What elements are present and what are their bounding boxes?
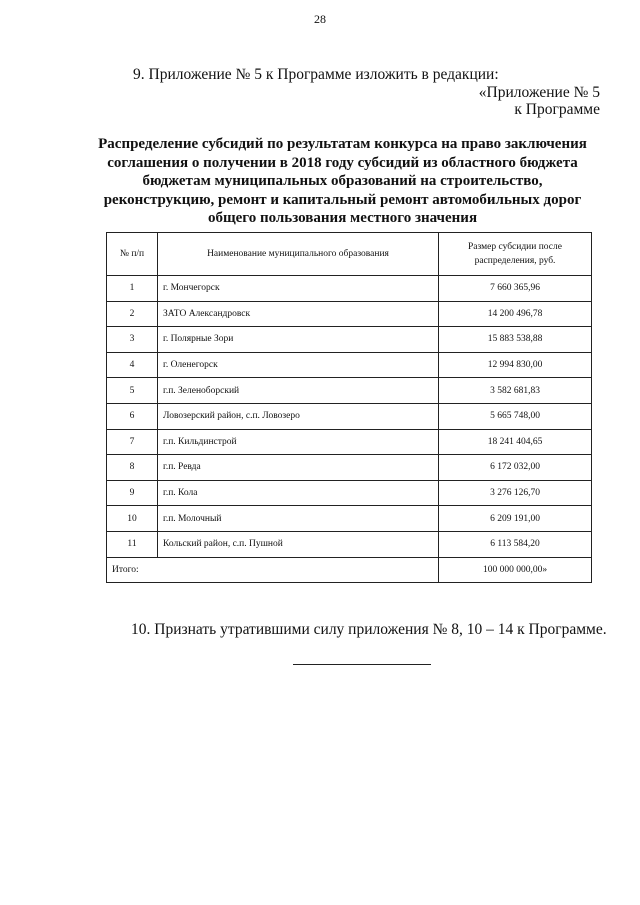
table-row xyxy=(107,480,592,506)
row-name: Кольский район, с.п. Пушной xyxy=(158,531,439,557)
row-num: 11 xyxy=(107,531,158,557)
table-row xyxy=(107,455,592,481)
document-heading xyxy=(90,135,595,228)
row-sum: 6 172 032,00 xyxy=(439,455,592,481)
row-sum: 12 994 830,00 xyxy=(439,352,592,378)
header-sum xyxy=(439,233,592,276)
row-sum: 15 883 538,88 xyxy=(439,327,592,353)
subsidy-table xyxy=(106,232,592,583)
row-sum: 6 113 584,20 xyxy=(439,531,592,557)
page-number: 28 xyxy=(314,12,326,26)
table-row xyxy=(107,429,592,455)
header-name: Наименование муниципального образования xyxy=(158,233,439,276)
heading-line: общего пользования местного значения xyxy=(207,210,478,226)
row-name: г.п. Зеленоборский xyxy=(158,378,439,404)
row-sum: 6 209 191,00 xyxy=(439,506,592,532)
closing-rule xyxy=(293,664,431,665)
row-sum: 7 660 365,96 xyxy=(439,276,592,302)
paragraph-9: 9. Приложение № 5 к Программе изложить в редакции: xyxy=(133,66,499,83)
table-row xyxy=(107,301,592,327)
table-header-row xyxy=(107,233,592,276)
row-sum: 3 276 126,70 xyxy=(439,480,592,506)
table-row xyxy=(107,403,592,429)
appendix-ref-line1: «Приложение № 5 xyxy=(478,84,600,101)
row-num: 8 xyxy=(107,455,158,481)
row-num: 7 xyxy=(107,429,158,455)
row-name: г. Полярные Зори xyxy=(158,327,439,353)
row-name: г. Оленегорск xyxy=(158,352,439,378)
table-total-row xyxy=(107,557,592,583)
row-name: г.п. Ревда xyxy=(158,455,439,481)
row-num: 10 xyxy=(107,506,158,532)
row-num: 3 xyxy=(107,327,158,353)
header-sum-line2: распределения, руб. xyxy=(474,256,556,266)
row-sum: 5 665 748,00 xyxy=(439,403,592,429)
total-label: Итого: xyxy=(107,557,439,583)
table-row xyxy=(107,378,592,404)
row-num: 9 xyxy=(107,480,158,506)
appendix-ref-line2: к Программе xyxy=(514,101,600,118)
header-num: № п/п xyxy=(107,233,158,276)
heading-line: Распределение субсидий по результатам конкурса на право заключения xyxy=(98,136,587,152)
table-row xyxy=(107,352,592,378)
row-num: 5 xyxy=(107,378,158,404)
row-num: 2 xyxy=(107,301,158,327)
row-sum: 18 241 404,65 xyxy=(439,429,592,455)
row-sum: 3 582 681,83 xyxy=(439,378,592,404)
row-name: г. Мончегорск xyxy=(158,276,439,302)
paragraph-10: 10. Признать утратившими силу приложения № 8, 10 – 14 к Программе. xyxy=(131,621,607,638)
heading-line: реконструкцию, ремонт и капитальный ремонт автомобильных дорог xyxy=(103,191,582,208)
row-name: г.п. Кильдинстрой xyxy=(158,429,439,455)
heading-line: соглашения о получении в 2018 году субсидий из областного бюджета xyxy=(107,154,578,171)
row-sum: 14 200 496,78 xyxy=(439,301,592,327)
row-name: г.п. Молочный xyxy=(158,506,439,532)
row-name: г.п. Кола xyxy=(158,480,439,506)
row-name: Ловозерский район, с.п. Ловозеро xyxy=(158,403,439,429)
table-row xyxy=(107,276,592,302)
row-num: 6 xyxy=(107,403,158,429)
table-row xyxy=(107,531,592,557)
table-row xyxy=(107,327,592,353)
row-num: 4 xyxy=(107,352,158,378)
row-name: ЗАТО Александровск xyxy=(158,301,439,327)
total-sum: 100 000 000,00» xyxy=(439,557,592,583)
row-num: 1 xyxy=(107,276,158,302)
header-sum-line1: Размер субсидии после xyxy=(468,242,562,252)
heading-line: бюджетам муниципальных образований на строительство, xyxy=(142,173,543,189)
table-row xyxy=(107,506,592,532)
